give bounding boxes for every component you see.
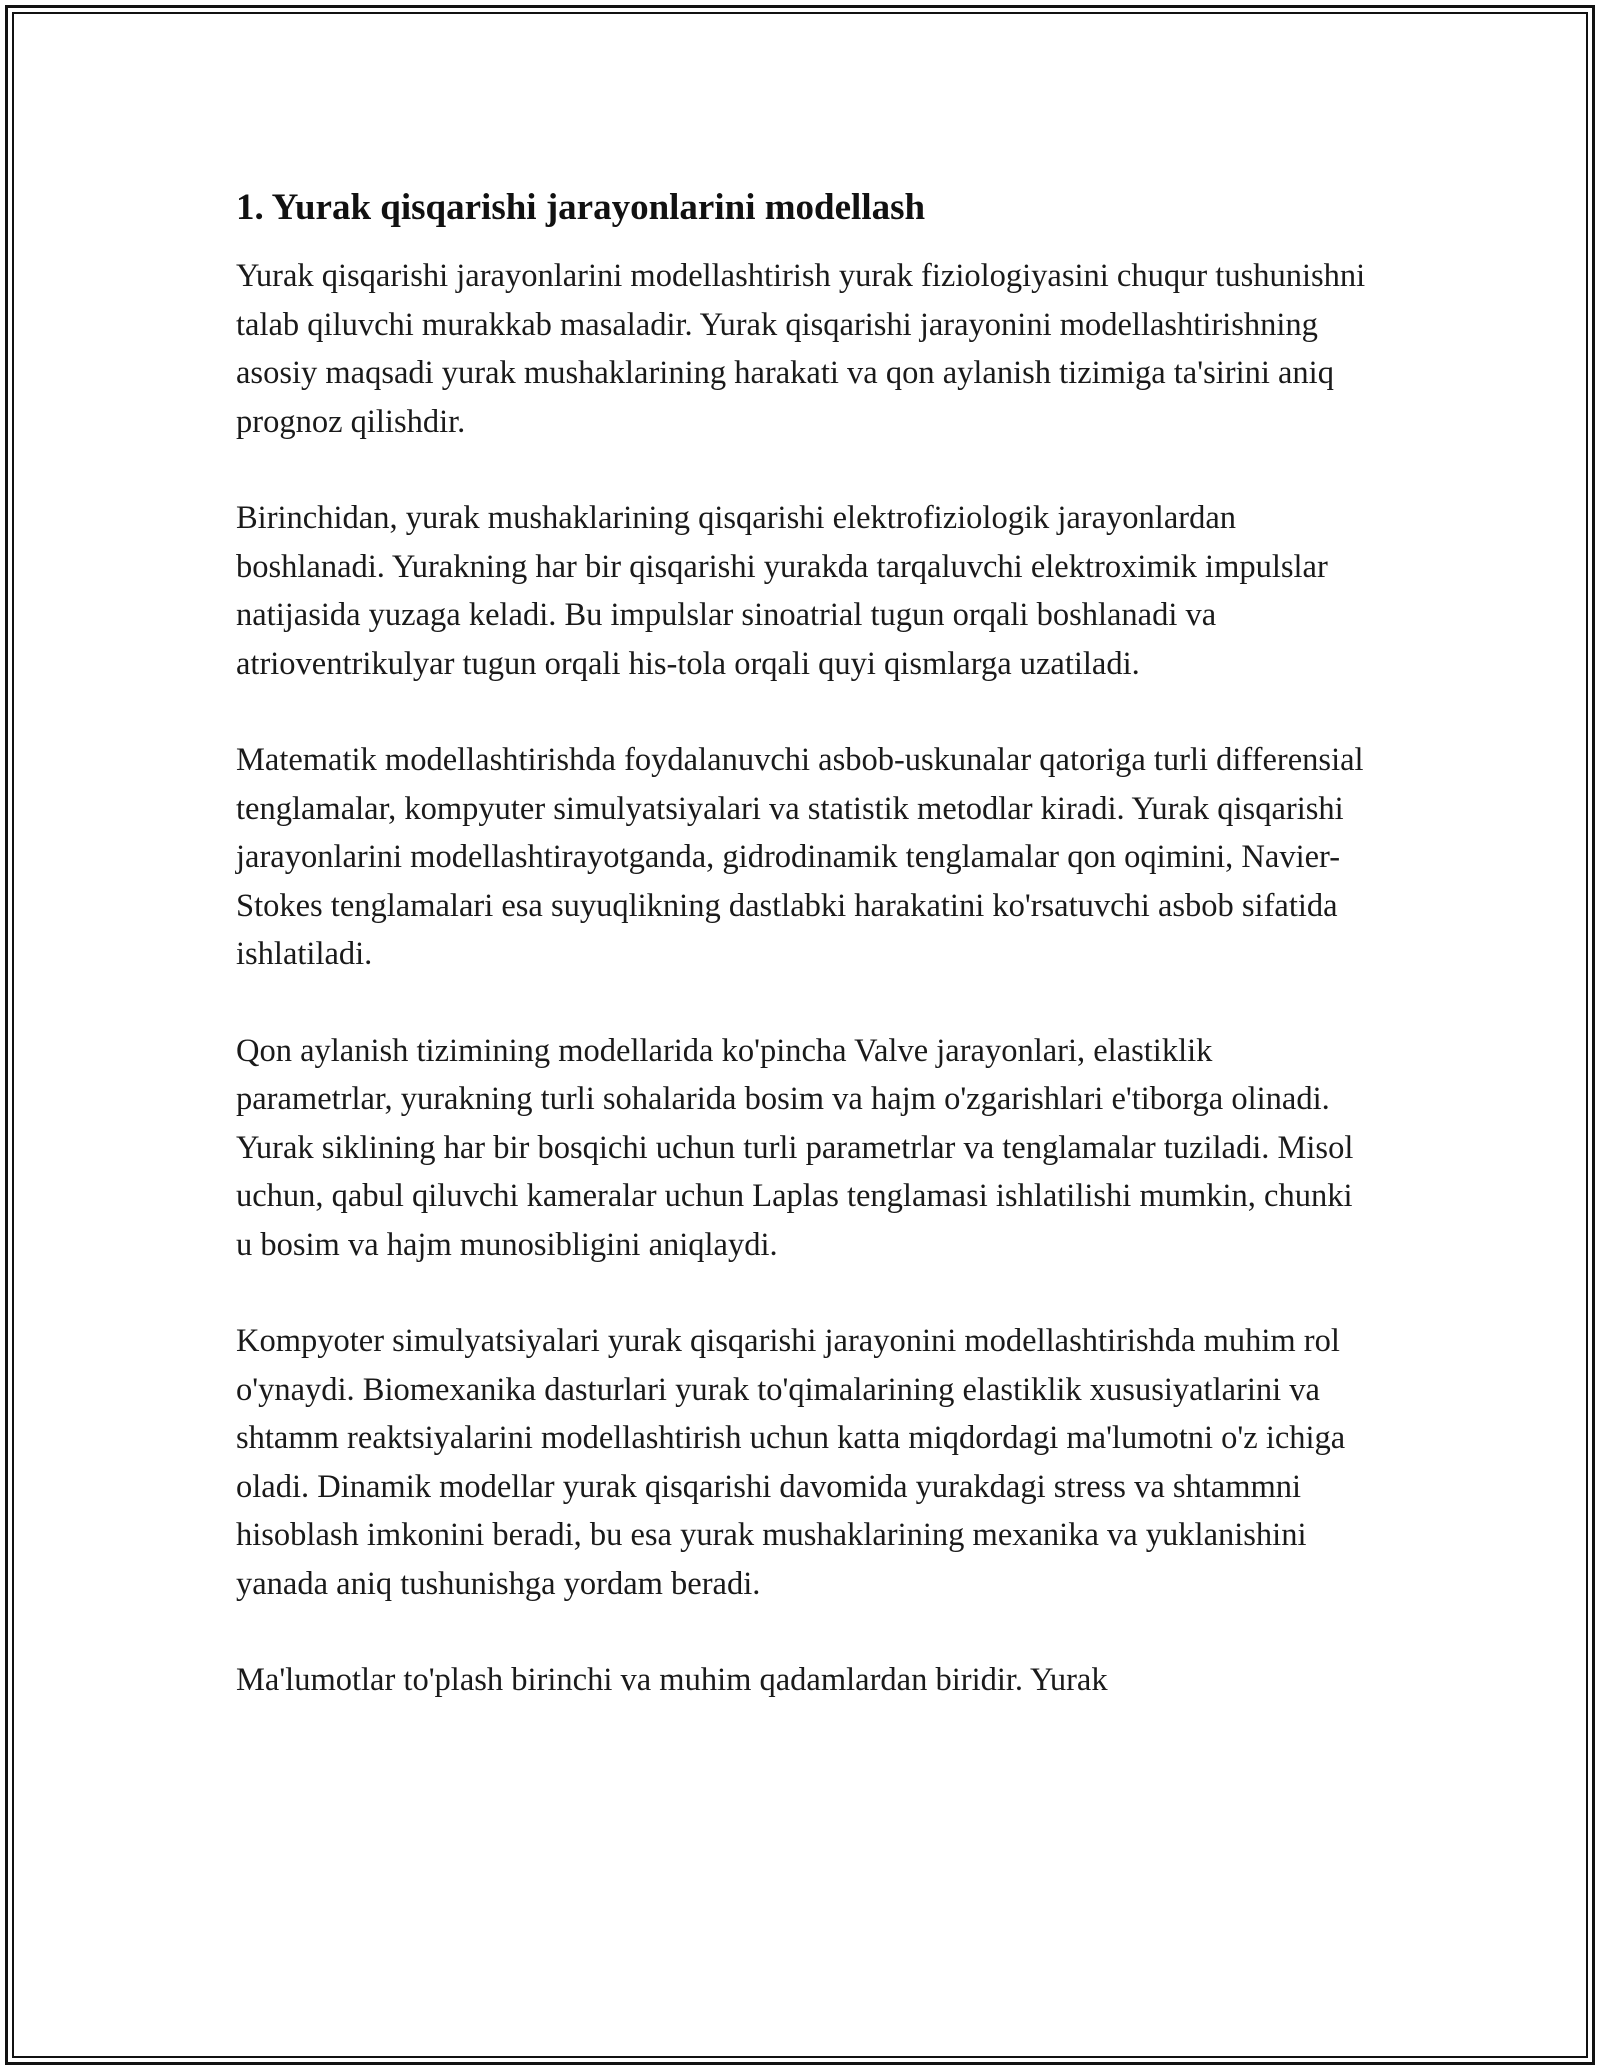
paragraph-2: Birinchidan, yurak mushaklarining qisqarishi elektrofiziologik jarayonlardan boshlanadi. Yurakning har bir qisqarishi yurakda tarqaluvchi elektroximik impulslar natijasida yuzaga keladi. Bu impulslar sinoatrial tugun orqali boshlanadi va atrioventrikulyar tugun orqali his-tola orqali quyi qismlarga uzatiladi. (236, 500, 1328, 682)
paragraph-4: Qon aylanish tizimining modellarida ko'pincha Valve jarayonlari, elastiklik parametrlar, yurakning turli sohalarida bosim va hajm o'zgarishlari e'tiborga olinadi. Yurak siklining har bir bosqichi uchun turli parametrlar va tenglamalar tuziladi. Misol uchun, qabul qiluvchi kameralar uchun Laplas tenglamasi ishlatilishi mumkin, chunki u bosim va hajm munosibligini aniqlaydi. (236, 1032, 1354, 1263)
section-heading: 1. Yurak qisqarishi jarayonlarini modellash (236, 187, 926, 228)
paragraph-3: Matematik modellashtirishda foydalanuvchi asbob-uskunalar qatoriga turli differensial tenglamalar, kompyuter simulyatsiyalari va statistik metodlar kiradi. Yurak qisqarishi jarayonlarini modellashtirayotganda, gidrodinamik tenglamalar qon oqimini, Navier-Stokes tenglamalari esa suyuqlikning dastlabki harakatini ko'rsatuvchi asbob sifatida ishlatiladi. (236, 742, 1364, 972)
document-body (236, 186, 1376, 1705)
paragraph-6: Ma'lumotlar to'plash birinchi va muhim qadamlardan biridir. Yurak (236, 1662, 1108, 1698)
paragraph-5: Kompyoter simulyatsiyalari yurak qisqarishi jarayonini modellashtirishda muhim rol o'ynaydi. Biomexanika dasturlari yurak to'qimalarining elastiklik xususiyatlarini va shtamm reaktsiyalarini modellashtirish uchun katta miqdordagi ma'lumotni o'z ichiga oladi. Dinamik modellar yurak qisqarishi davomida yurakdagi stress va shtammni hisoblash imkonini beradi, bu esa yurak mushaklarining mexanika va yuklanishini yanada aniq tushunishga yordam beradi. (236, 1323, 1346, 1602)
paragraph-1: Yurak qisqarishi jarayonlarini modellashtirish yurak fiziologiyasini chuqur tushunishni talab qiluvchi murakkab masaladir. Yurak qisqarishi jarayonini modellashtirishning asosiy maqsadi yurak mushaklarining harakati va qon aylanish tizimiga ta'sirini aniq prognoz qilishdir. (236, 258, 1366, 440)
